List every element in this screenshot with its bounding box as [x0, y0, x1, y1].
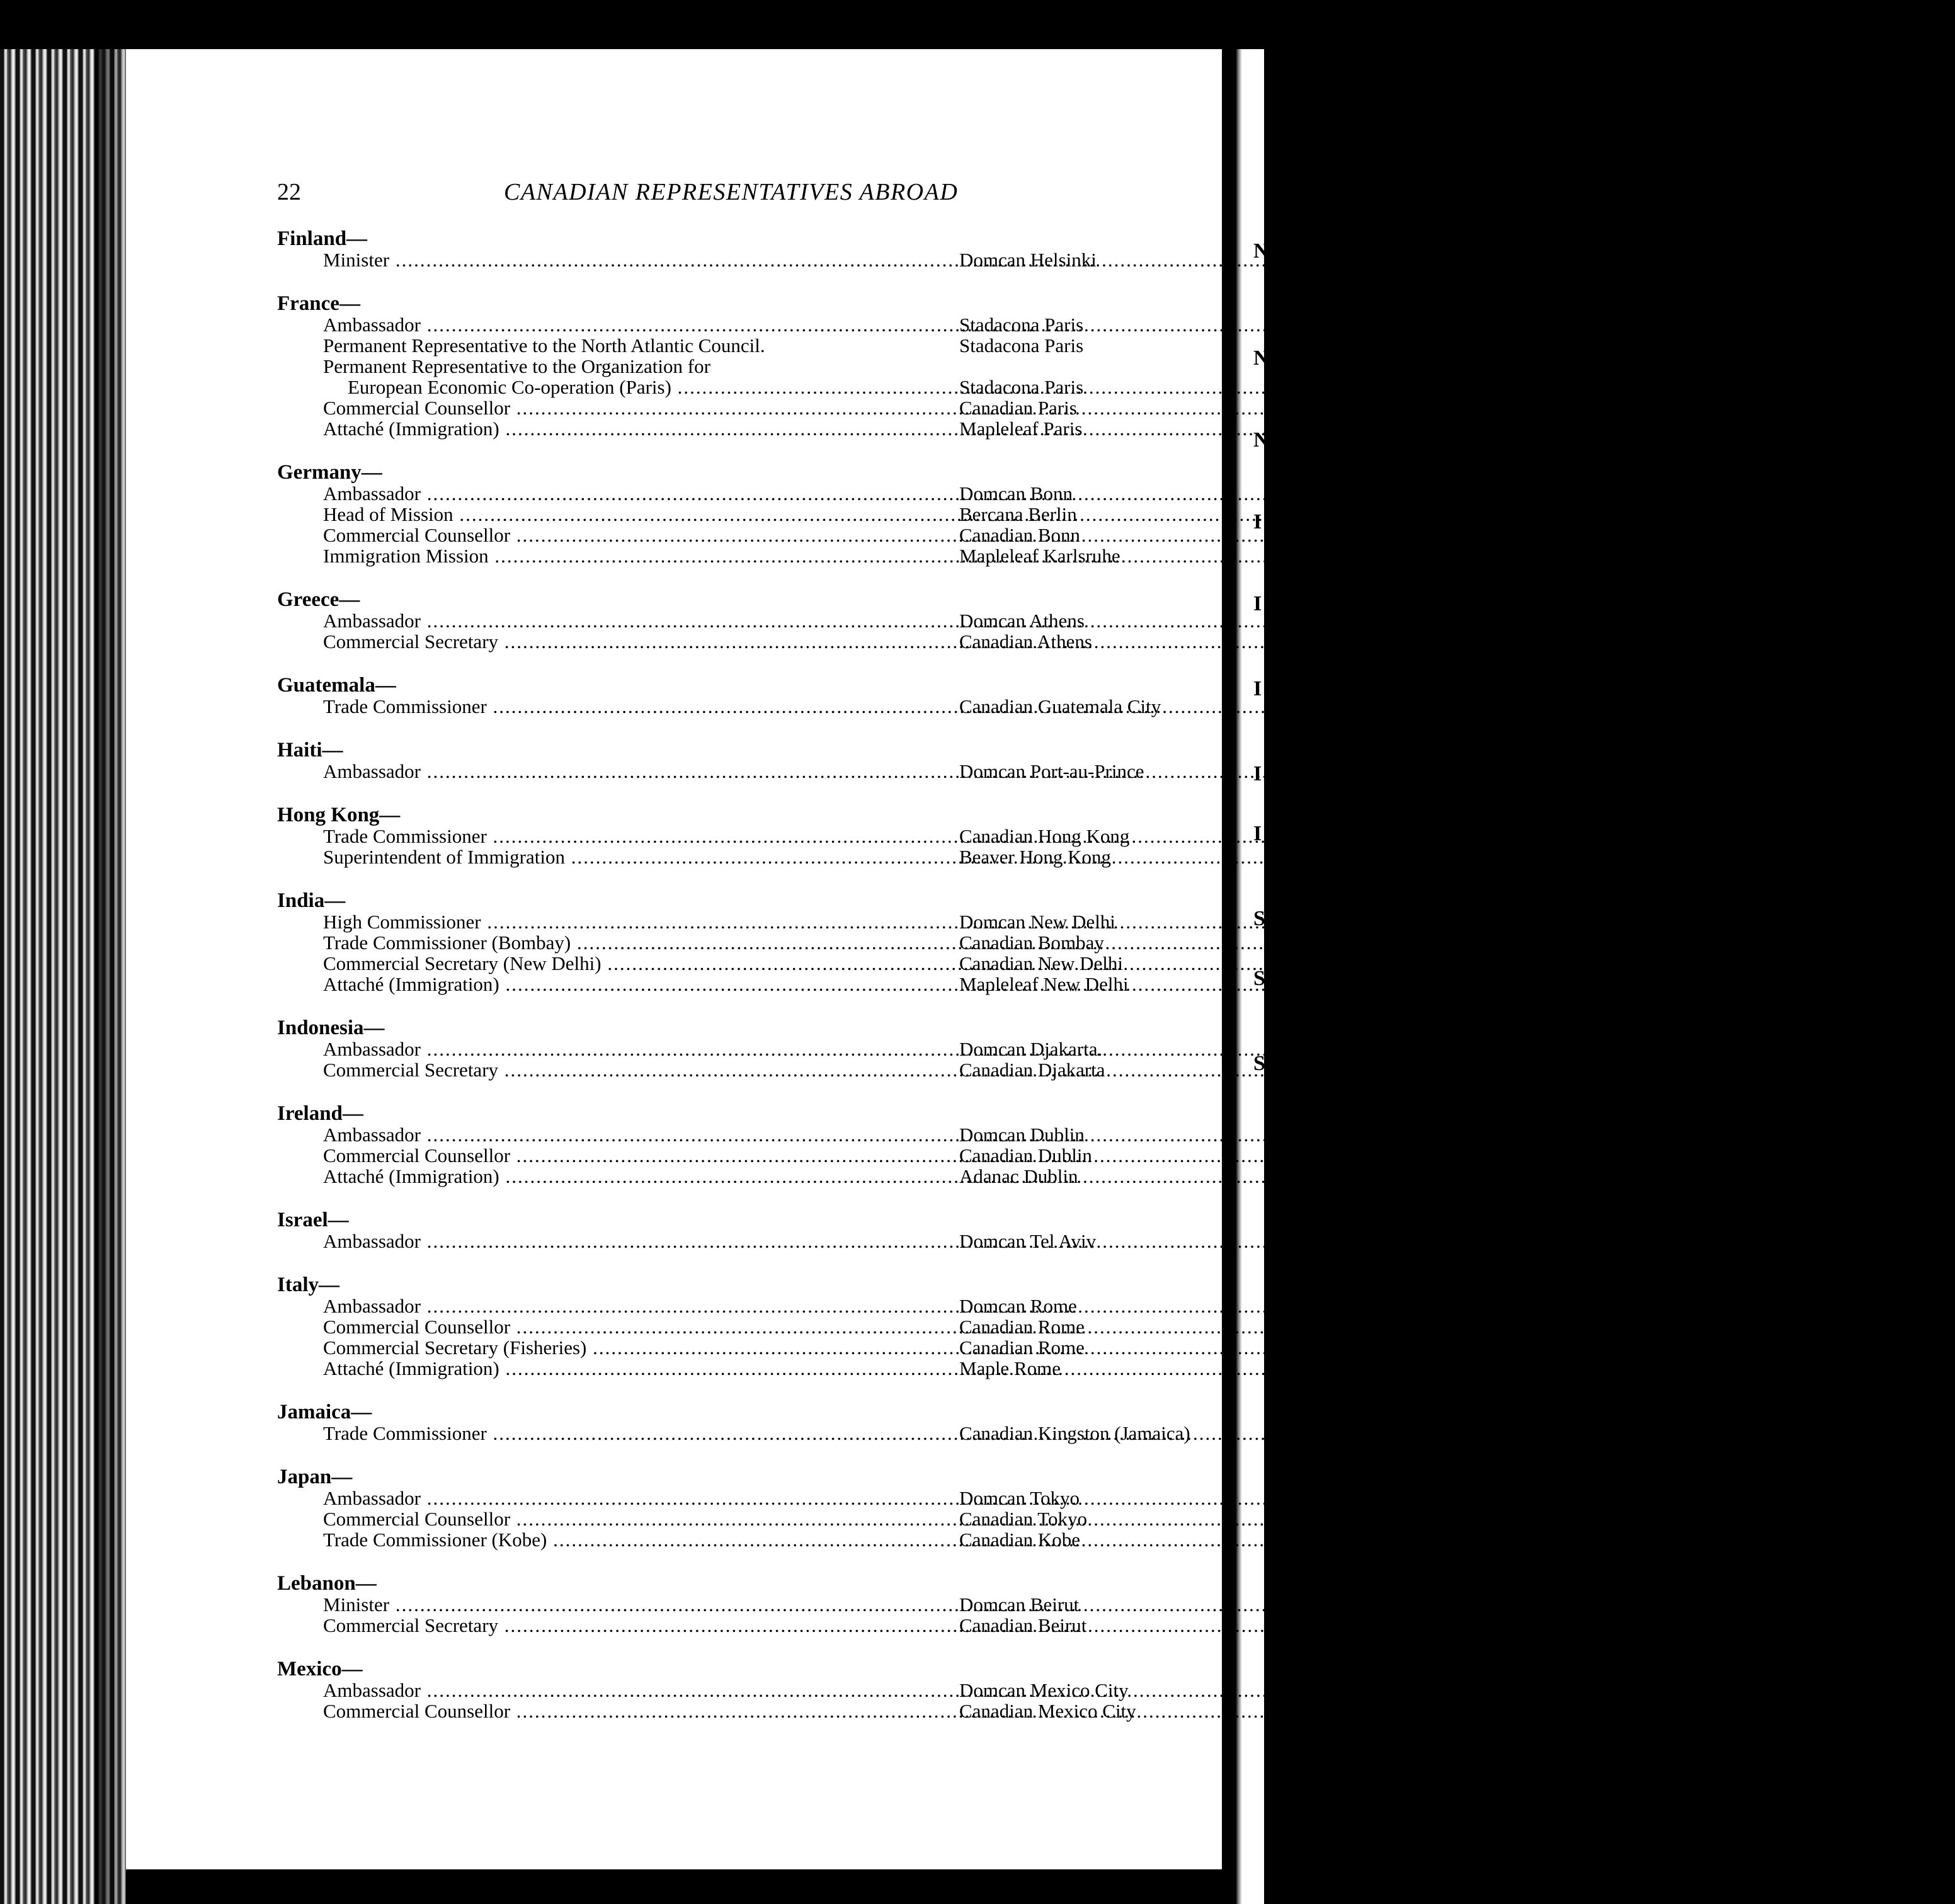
- position-title: [323, 1594, 959, 1615]
- position-title: [323, 314, 959, 335]
- cable-address: Domcan Rome: [959, 1295, 1077, 1317]
- position-title-text: Superintendent of Immigration: [323, 846, 565, 868]
- entry-row: [277, 1488, 1209, 1508]
- country-group: [277, 1573, 1209, 1636]
- cable-address: Domcan Athens: [959, 610, 1085, 632]
- entry-row: [277, 1701, 1209, 1721]
- cable-address: Mapleleaf Paris: [959, 418, 1083, 440]
- country-name: Germany—: [277, 461, 382, 484]
- position-title-text: Commercial Secretary: [323, 1614, 499, 1636]
- entry-row: [277, 397, 1209, 418]
- position-title-text: Immigration Mission: [323, 545, 489, 567]
- entry-row: [277, 1594, 1209, 1615]
- position-title-text: Commercial Counsellor: [323, 1144, 511, 1166]
- entry-row: [277, 826, 1209, 847]
- position-title-text: Minister: [323, 1593, 390, 1616]
- country-name: Ireland—: [277, 1102, 363, 1125]
- entry-row: [277, 1358, 1209, 1379]
- edge-letter: S: [1253, 967, 1265, 990]
- page-number: 22: [277, 179, 301, 205]
- cable-address: Bercana Berlin: [959, 503, 1077, 525]
- position-title: [348, 377, 959, 397]
- position-title-text: Permanent Representative to the North Atlantic Council.: [323, 334, 765, 356]
- position-title-text: Commercial Secretary (Fisheries): [323, 1337, 587, 1359]
- edge-letter: I: [1253, 677, 1262, 700]
- country-group: [277, 1209, 1209, 1251]
- cable-address: Stadacona Paris: [959, 376, 1084, 398]
- entry-row: [277, 1166, 1209, 1187]
- cable-address: Canadian Guatemala City: [959, 695, 1161, 717]
- position-title-text: Head of Mission: [323, 503, 453, 525]
- position-title: [323, 1358, 959, 1379]
- cable-address: Canadian Rome: [959, 1337, 1085, 1359]
- position-title: [323, 1316, 959, 1337]
- position-title: [323, 1508, 959, 1529]
- cable-address: Canadian Kobe: [959, 1529, 1080, 1551]
- position-title-text: Commercial Counsellor: [323, 524, 511, 546]
- position-title-text: Ambassador: [323, 1038, 421, 1060]
- entry-row: [277, 1423, 1209, 1444]
- entry-row: [277, 1124, 1209, 1145]
- position-title-text: High Commissioner: [323, 911, 481, 933]
- entry-row: [277, 249, 1209, 270]
- position-title-text: Ambassador: [323, 314, 421, 336]
- position-title: [323, 1145, 959, 1166]
- country-name: Guatemala—: [277, 674, 396, 697]
- edge-letter: N: [1253, 346, 1269, 370]
- position-title: [323, 249, 959, 270]
- position-title: [323, 1231, 959, 1251]
- cable-address: Canadian Tokyo: [959, 1508, 1088, 1530]
- position-title-text: Permanent Representative to the Organization for: [323, 355, 710, 377]
- entry-row: [277, 356, 1209, 377]
- country-group: [277, 293, 1209, 439]
- edge-letter: N: [1253, 239, 1269, 263]
- entry-row: [277, 504, 1209, 525]
- position-title-text: European Economic Co-operation (Paris): [348, 376, 671, 398]
- country-name: India—: [277, 889, 346, 912]
- entry-row: [277, 631, 1209, 652]
- country-name: Greece—: [277, 588, 360, 611]
- position-title-text: Minister: [323, 249, 390, 271]
- cable-address: Domcan Djakarta.: [959, 1038, 1103, 1060]
- position-title: [323, 932, 959, 953]
- entry-row: [277, 483, 1209, 504]
- cable-address: Adanac Dublin: [959, 1165, 1078, 1187]
- entry-row: [277, 911, 1209, 932]
- cable-address: Stadacona Paris: [959, 314, 1084, 336]
- cable-address: Mapleleaf New Delhi: [959, 973, 1129, 995]
- position-title: [323, 631, 959, 652]
- country-name: Jamaica—: [277, 1401, 372, 1423]
- country-name: Italy—: [277, 1274, 339, 1296]
- position-title-text: Trade Commissioner: [323, 1422, 487, 1444]
- entry-row: [277, 974, 1209, 995]
- cable-address: Domcan Dublin: [959, 1124, 1085, 1146]
- cable-address: Domcan Tokyo: [959, 1487, 1080, 1509]
- position-title-text: Trade Commissioner (Kobe): [323, 1529, 547, 1551]
- country-group: [277, 1658, 1209, 1721]
- country-group: [277, 1466, 1209, 1550]
- entry-row: [277, 1316, 1209, 1337]
- position-title-text: Ambassador: [323, 1295, 421, 1317]
- entry-row: [277, 1145, 1209, 1166]
- position-title: [323, 1529, 959, 1550]
- position-title: [323, 1059, 959, 1080]
- position-title-text: Commercial Counsellor: [323, 1700, 511, 1722]
- country-name: Lebanon—: [277, 1572, 377, 1595]
- cable-address: Domcan Port-au-Prince: [959, 760, 1144, 782]
- position-title-text: Commercial Secretary: [323, 1059, 499, 1081]
- country-group: [277, 890, 1209, 995]
- country-group: [277, 675, 1209, 717]
- edge-letter: I: [1253, 592, 1262, 615]
- position-title-text: Attaché (Immigration): [323, 973, 499, 995]
- position-title-text: Ambassador: [323, 482, 421, 505]
- country-name: Japan—: [277, 1466, 353, 1488]
- position-title-text: Commercial Secretary: [323, 630, 499, 653]
- scan-bottom-border: [126, 1869, 1222, 1904]
- cable-address: Canadian Bonn: [959, 524, 1080, 546]
- position-title-text: Ambassador: [323, 1230, 421, 1252]
- position-title: [323, 911, 959, 932]
- position-title: [323, 1296, 959, 1316]
- country-group: [277, 228, 1209, 270]
- position-title-text: Commercial Counsellor: [323, 397, 511, 419]
- entry-row: [277, 1680, 1209, 1701]
- entry-row: [277, 1039, 1209, 1059]
- entry-row: [277, 1529, 1209, 1550]
- entry-row: [277, 847, 1209, 867]
- entry-row: [277, 953, 1209, 974]
- entry-row: [277, 696, 1209, 717]
- position-title: [323, 1615, 959, 1636]
- edge-letter: S: [1253, 907, 1265, 930]
- cable-address: Mapleleaf Karlsruhe: [959, 545, 1120, 567]
- edge-letter: I: [1253, 822, 1262, 845]
- position-title: [323, 483, 959, 504]
- cable-address: Canadian New Delhi: [959, 952, 1123, 974]
- position-title-text: Ambassador: [323, 760, 421, 782]
- position-title: [323, 696, 959, 717]
- edge-letter: I: [1253, 510, 1262, 533]
- position-title-text: Commercial Counsellor: [323, 1316, 511, 1338]
- position-title-text: Attaché (Immigration): [323, 418, 499, 440]
- entry-row: [277, 932, 1209, 953]
- edge-letter: I: [1253, 762, 1262, 785]
- position-title-text: Trade Commissioner: [323, 825, 487, 847]
- cable-address: Canadian Paris: [959, 397, 1077, 419]
- position-title-text: Trade Commissioner (Bombay): [323, 932, 571, 954]
- entry-row: [277, 525, 1209, 545]
- position-title-text: Ambassador: [323, 1487, 421, 1509]
- edge-letter: S: [1253, 1052, 1265, 1075]
- country-group: [277, 804, 1209, 867]
- country-group: [277, 1401, 1209, 1444]
- cable-address: Domcan Helsinki: [959, 249, 1097, 271]
- entry-row: [277, 610, 1209, 631]
- country-name: Finland—: [277, 227, 368, 250]
- position-title: [323, 761, 959, 782]
- cable-address: Beaver Hong Kong: [959, 846, 1112, 868]
- country-group: [277, 739, 1209, 782]
- entry-row: [277, 1508, 1209, 1529]
- position-title-text: Ambassador: [323, 1679, 421, 1701]
- position-title: [323, 1337, 959, 1358]
- entry-row: [277, 418, 1209, 439]
- country-name: Israel—: [277, 1209, 349, 1231]
- position-title: [323, 1039, 959, 1059]
- position-title: [323, 1423, 959, 1444]
- entry-row: [277, 1059, 1209, 1080]
- position-title: [323, 953, 959, 974]
- position-title: [323, 397, 959, 418]
- cable-address: Canadian Kingston (Jamaica): [959, 1422, 1190, 1444]
- position-title: [323, 545, 959, 566]
- cable-address: Domcan Tel Aviv: [959, 1230, 1097, 1252]
- cable-address: Stadacona Paris: [959, 334, 1084, 356]
- country-group: [277, 462, 1209, 566]
- position-title: [323, 1701, 959, 1721]
- entry-row: [277, 377, 1209, 397]
- cable-address: Domcan Bonn: [959, 482, 1073, 505]
- entry-row: [277, 545, 1209, 566]
- entry-row: [277, 335, 1209, 356]
- cable-address: Domcan Mexico City: [959, 1679, 1129, 1701]
- country-name: Haiti—: [277, 739, 343, 761]
- country-group: [277, 1103, 1209, 1187]
- entry-row: [277, 1231, 1209, 1251]
- country-name: Indonesia—: [277, 1017, 385, 1039]
- position-title: [323, 335, 959, 356]
- country-name: Hong Kong—: [277, 804, 401, 826]
- entry-row: [277, 314, 1209, 335]
- cable-address: Canadian Dublin: [959, 1144, 1092, 1166]
- position-title: [323, 610, 959, 631]
- country-name: France—: [277, 292, 360, 315]
- entry-row: [277, 1337, 1209, 1358]
- cable-address: Canadian Rome: [959, 1316, 1085, 1338]
- page-heading: CANADIAN REPRESENTATIVES ABROAD: [504, 179, 959, 205]
- cable-address: Canadian Mexico City: [959, 1700, 1136, 1722]
- entry-row: [277, 1296, 1209, 1316]
- position-title: [323, 974, 959, 995]
- position-title-text: Ambassador: [323, 610, 421, 632]
- position-title-text: Attaché (Immigration): [323, 1357, 499, 1379]
- scan-top-border: [0, 0, 1264, 49]
- position-title: [323, 418, 959, 439]
- position-title: [323, 1166, 959, 1187]
- cable-address: Canadian Bombay: [959, 932, 1104, 954]
- position-title: [323, 826, 959, 847]
- position-title: [323, 356, 959, 377]
- cable-address: Canadian Athens: [959, 630, 1092, 653]
- cable-address: Maple Rome: [959, 1357, 1061, 1379]
- position-title-text: Ambassador: [323, 1124, 421, 1146]
- position-title-text: Commercial Counsellor: [323, 1508, 511, 1530]
- cable-address: Domcan Beirut: [959, 1593, 1080, 1616]
- country-group: [277, 1274, 1209, 1379]
- cable-address: Canadian Beirut: [959, 1614, 1087, 1636]
- position-title-text: Commercial Secretary (New Delhi): [323, 952, 601, 974]
- position-title-text: Trade Commissioner: [323, 695, 487, 717]
- position-title-text: Attaché (Immigration): [323, 1165, 499, 1187]
- position-title: [323, 1680, 959, 1701]
- country-group: [277, 1017, 1209, 1080]
- position-title: [323, 847, 959, 867]
- position-title: [323, 504, 959, 525]
- entry-row: [277, 1615, 1209, 1636]
- cable-address: Domcan New Delhi: [959, 911, 1115, 933]
- cable-address: Canadian Djakarta: [959, 1059, 1105, 1081]
- position-title: [323, 1488, 959, 1508]
- cable-address: Canadian Hong Kong: [959, 825, 1130, 847]
- entry-row: [277, 761, 1209, 782]
- country-name: Mexico—: [277, 1658, 363, 1680]
- representatives-listing: [277, 228, 1209, 1744]
- country-group: [277, 589, 1209, 652]
- position-title: [323, 1124, 959, 1145]
- edge-letter: N: [1253, 428, 1269, 452]
- position-title: [323, 525, 959, 545]
